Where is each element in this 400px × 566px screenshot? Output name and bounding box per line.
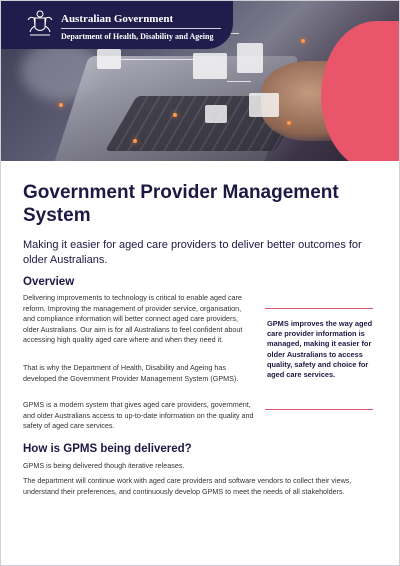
floating-card-icon [97,49,121,69]
pink-accent-shape [321,21,400,161]
overview-paragraph: That is why the Department of Health, Disability and Ageing has developed the Government Provider Management System (GPMS). [23,363,239,383]
overview-paragraph: Delivering improvements to technology is critical to enable aged care reform. Improving the management of provider service, organisation, and compliance information will better connect aged care providers, older Australians. Our aim is for all Australians to feel confident about accessing high quality aged care where and when they need it. [23,293,243,345]
commonwealth-coat-of-arms-icon [25,8,55,38]
government-logo-block [1,1,233,49]
page-title: Government Provider Management System [23,182,339,226]
department-name: Department of Health, Disability and Ageing [61,32,214,41]
callout-box: GPMS improves the way aged care provider information is managed, making it easier for older Australians to access quality, safety and choice for aged care services. [265,308,373,410]
floating-card-icon [205,105,227,123]
delivery-paragraph: The department will continue work with aged care providers and software vendors to collect their views, understand their preferences, and continuously develop GPMS to meet the needs of all stakeholders. [23,476,352,496]
floating-card-icon [237,43,263,73]
floating-card-icon [249,93,279,117]
logo-divider [61,28,221,29]
delivery-heading: How is GPMS being delivered? [23,443,192,455]
header-banner-image [1,1,400,161]
overview-heading: Overview [23,276,75,288]
delivery-paragraph: GPMS is being delivered though iterative releases. [23,461,185,470]
page-subtitle: Making it easier for aged care providers to deliver better outcomes for older Australians. [23,239,362,266]
government-name: Australian Government [61,13,174,25]
overview-paragraph: GPMS is a modern system that gives aged care providers, government, and older Australians access to up-to-date information on the quality and safety of aged care services. [23,400,254,431]
floating-card-icon [193,53,227,79]
